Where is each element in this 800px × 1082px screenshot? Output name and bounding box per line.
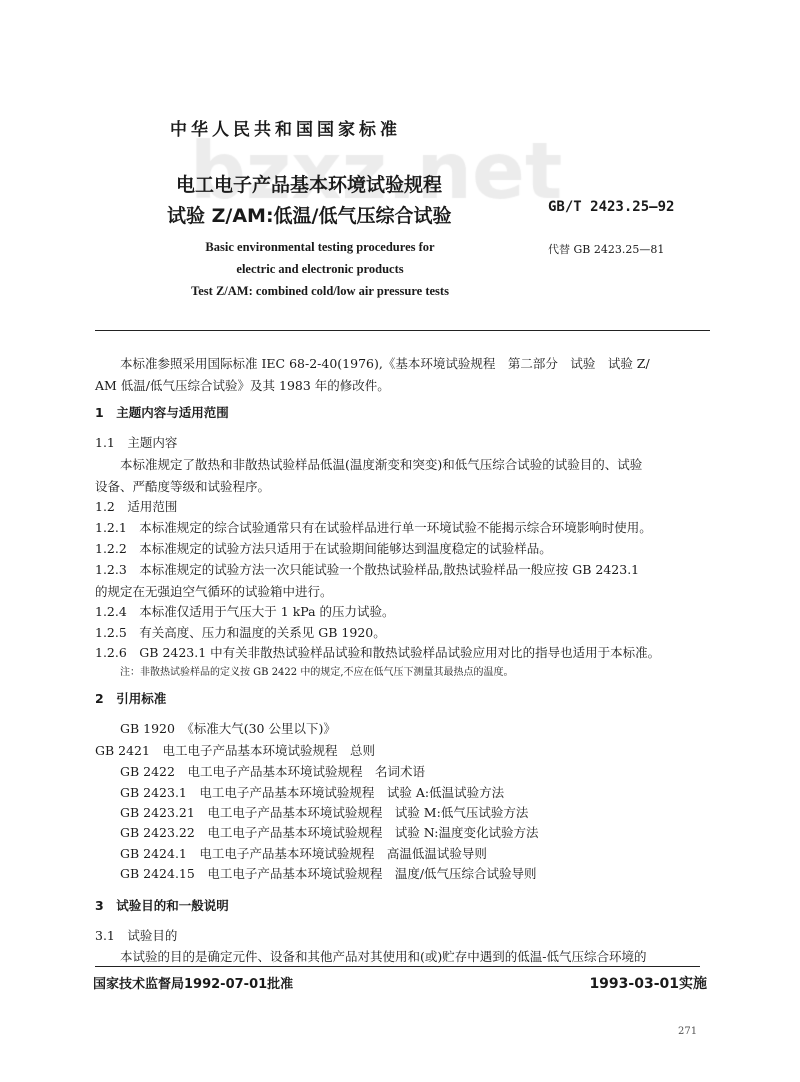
- subsection-3-1: 3.1 试验目的: [95, 928, 178, 943]
- clause-1-2-3-cont: 的规定在无强迫空气循环的试验箱中进行。: [95, 584, 333, 599]
- reference-item: GB 1920 《标准大气(30 公里以下)》: [120, 721, 336, 736]
- clause-1-2-6: 1.2.6 GB 2423.1 中有关非散热试验样品试验和散热试验样品试验应用对比的指导也适用于本标准。: [95, 645, 661, 660]
- paragraph-line: 本标准规定了散热和非散热试验样品低温(温度渐变和突变)和低气压综合试验的试验目的、试验: [120, 457, 643, 472]
- page-number: 271: [678, 1026, 698, 1037]
- reference-item: GB 2424.1 电工电子产品基本环境试验规程 高温低温试验导则: [120, 846, 487, 861]
- subsection-1-1: 1.1 主题内容: [95, 435, 178, 450]
- title-en-line2: electric and electronic products: [236, 262, 404, 276]
- section-3-heading: 3 试验目的和一般说明: [95, 898, 229, 913]
- intro-line: AM 低温/低气压综合试验》及其 1983 年的修改件。: [95, 378, 390, 393]
- standard-number: GB/T 2423.25—92: [548, 199, 675, 215]
- reference-item: GB 2423.21 电工电子产品基本环境试验规程 试验 M:低气压试验方法: [120, 805, 529, 820]
- footer-divider: [95, 966, 700, 967]
- title-en-line1: Basic environmental testing procedures for: [205, 240, 435, 254]
- note: 注：非散热试验样品的定义按 GB 2422 中的规定,不应在低气压下测量其最热点的温度。: [120, 667, 514, 678]
- approval-date: 国家技术监督局1992-07-01批准: [93, 977, 294, 992]
- clause-1-2-3: 1.2.3 本标准规定的试验方法一次只能试验一个散热试验样品,散热试验样品一般应按 GB 2423.1: [95, 562, 640, 577]
- paragraph-line: 本试验的目的是确定元件、设备和其他产品对其使用和(或)贮存中遇到的低温-低气压综合环境的: [120, 949, 647, 964]
- effective-date: 1993-03-01实施: [589, 976, 707, 992]
- national-standard-heading: 中华人民共和国国家标准: [170, 120, 401, 140]
- reference-item: GB 2424.15 电工电子产品基本环境试验规程 温度/低气压综合试验导则: [120, 866, 537, 881]
- reference-item: GB 2421 电工电子产品基本环境试验规程 总则: [95, 743, 375, 758]
- section-2-heading: 2 引用标准: [95, 691, 167, 706]
- reference-item: GB 2422 电工电子产品基本环境试验规程 名词术语: [120, 764, 425, 779]
- clause-1-2-4: 1.2.4 本标准仅适用于气压大于 1 kPa 的压力试验。: [95, 604, 395, 619]
- section-1-heading: 1 主题内容与适用范围: [95, 405, 229, 420]
- header-divider: [95, 330, 710, 331]
- subsection-1-2: 1.2 适用范围: [95, 499, 178, 514]
- clause-1-2-1: 1.2.1 本标准规定的综合试验通常只有在试验样品进行单一环境试验不能揭示综合环境影响时使用。: [95, 520, 652, 535]
- title-en-line3: Test Z/AM: combined cold/low air pressure tests: [191, 284, 449, 298]
- title-cn-line1: 电工电子产品基本环境试验规程: [176, 174, 443, 196]
- clause-1-2-2: 1.2.2 本标准规定的试验方法只适用于在试验期间能够达到温度稳定的试验样品。: [95, 541, 552, 556]
- paragraph-line: 设备、严酷度等级和试验程序。: [95, 479, 271, 494]
- reference-item: GB 2423.22 电工电子产品基本环境试验规程 试验 N:温度变化试验方法: [120, 825, 539, 840]
- intro-line: 本标准参照采用国际标准 IEC 68-2-40(1976),《基本环境试验规程 第二部分 试验 试验 Z/: [120, 356, 650, 371]
- replaces-standard: 代替 GB 2423.25—81: [548, 243, 665, 256]
- reference-item: GB 2423.1 电工电子产品基本环境试验规程 试验 A:低温试验方法: [120, 785, 505, 800]
- clause-1-2-5: 1.2.5 有关高度、压力和温度的关系见 GB 1920。: [95, 625, 386, 640]
- title-cn-line2: 试验 Z/AM:低温/低气压综合试验: [167, 205, 452, 227]
